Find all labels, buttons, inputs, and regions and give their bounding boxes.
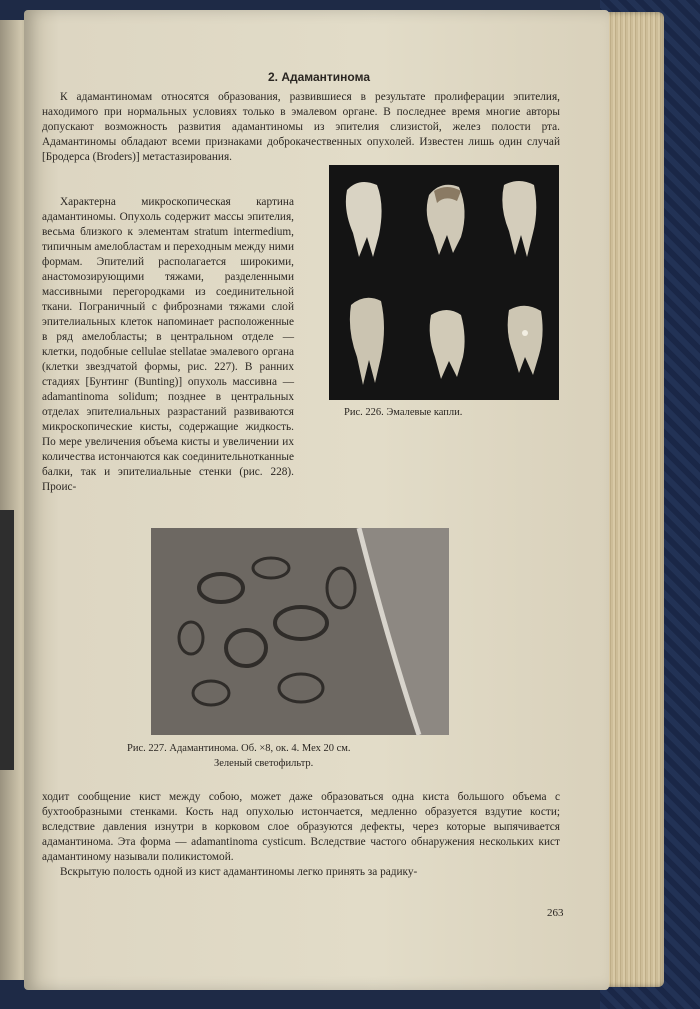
micrograph [151,528,449,735]
figure-227-caption-line-1: Рис. 227. Адамантинома. Об. ×8, ок. 4. Мех 20 см. [127,743,351,754]
after-text: ходит сообщение кист между собою, может даже образоваться одна киста большого объема с бухтообразными стенками. Кость над опухолью истончается, медленно образуется вздутие кости; вследствие давления изнутри в корковом слое образуются дефекты, через которые выпячивается адамантинома. Эта форма — adamantinoma cysticum. Вследствие частого обнаружения нескольких кист адамантиному называли поликистомой. [42,791,560,863]
intro-text: К адамантиномам относятся образования, развившиеся в результате пролиферации эпителия, находимого при нормальных условиях только в эмалевом органе. В последнее время многие авторы допускают возможность развития адамантиномы из эпителия слизистой, желез полости рта. Адамантиномы обладают всеми признаками доброкачественных опухолей. Известен лишь один случай [Бродерса (Broders)] метастазирования. [42,91,560,163]
teeth-photo [329,165,559,400]
figure-227-photo [151,528,449,735]
figure-226-photo [329,165,559,400]
page-number: 263 [547,907,564,919]
after-paragraph [42,790,560,880]
figure-226-caption: Рис. 226. Эмалевые капли. [344,407,463,418]
book-page [24,10,609,990]
last-text: Вскрытую полость одной из кист адамантиномы легко принять за радику- [60,866,418,878]
facing-page-photo [0,510,14,770]
intro-paragraph [42,90,560,165]
micro-continuation [42,440,560,500]
section-title: 2. Адамантинома [267,70,370,84]
micro-text: Характерна микроскопическая картина адамантиномы. Опухоль содержит массы эпителия, весьма близкого к элементам stratum intermedium, типичным амелобластам и переходным между ними формам. Эпителий располагается широкими, анастомозирующими тяжами, разделенными массивными перегородками из соединительной ткани. Пограничный с фибрознами тяжами слой эпителиальных клеток напоминает расположенные в ряд амелобласты; в центральном отделе — клетки, подобные cellulae stellatae эмалевого органа (клетки звездчатой формы, рис. 227). В ранних стадиях [Бунтинг (Bunting)] опухоль массивна — adamantinoma solidum; позднее в центральных отделах эпителиальных разрастаний развиваются микроскопические кисты, содержащие жидкость. По мере увеличения объема кисты и увеличении их количества истончаются как соединительнотканные балки, так и эпителиальные стенки (рис. 228). Проис- [42,196,294,493]
figure-227-caption-line-2: Зеленый светофильтр. [214,758,314,769]
